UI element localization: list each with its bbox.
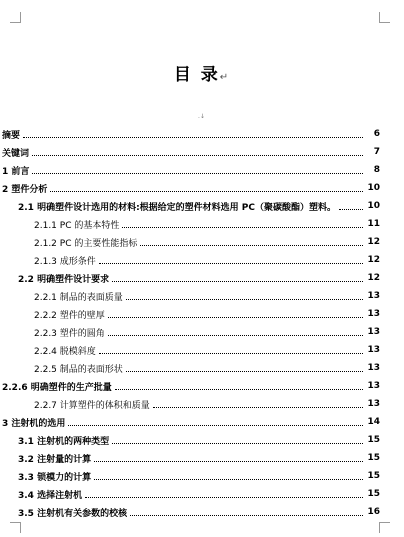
toc-page-number: 7 [373,147,380,157]
paragraph-mark: ↵ [219,72,231,83]
toc-dot-leader [112,281,363,282]
toc-page-number: 10 [367,201,380,211]
toc-entry[interactable] [0,467,380,485]
toc-dot-leader [130,515,363,516]
toc-entry-text: 2.2.1 制品的表面质量 [34,292,123,303]
toc-dot-leader [32,155,363,156]
toc-dot-leader [153,407,363,408]
toc-dot-leader [108,317,363,318]
toc-dot-leader [94,479,363,480]
toc-entry-text: 2.2.7 计算塑件的体积和质量 [34,400,150,411]
toc-entry-text: 3 注射机的选用 [2,418,66,429]
toc-page-number: 6 [373,129,380,139]
toc-entry-text: 3.1 注射机的两种类型 [18,436,110,447]
toc-dot-leader [50,191,363,192]
toc-page-number: 12 [367,273,380,283]
toc-entry[interactable] [0,179,380,197]
toc-entry-text: 3.4 选择注射机 [18,490,83,501]
toc-entry-text: 2.2.3 塑件的圆角 [34,328,105,339]
toc-dot-leader [99,353,363,354]
toc-entry[interactable] [0,233,380,251]
toc-entry[interactable] [0,287,380,305]
toc-page-number: 13 [367,345,380,355]
toc-entry-text: 2.1 明确塑件设计选用的材料:根据给定的塑件材料选用 PC（聚碳酸酯）塑料。 [18,202,337,213]
toc-page-number: 11 [367,219,380,229]
toc-dot-leader [99,263,363,264]
toc-title [0,60,404,85]
toc-page-number: 14 [367,417,380,427]
toc-page-number: 8 [373,165,380,175]
toc-dot-leader [126,371,363,372]
toc-page-number: 12 [367,237,380,247]
toc-page-number: 12 [367,255,380,265]
toc-page-number: 13 [367,327,380,337]
toc-entry[interactable] [0,125,380,143]
toc-page-number: 15 [367,453,380,463]
toc-entry[interactable] [0,197,380,215]
toc-entry-text: 2.2.5 制品的表面形状 [34,364,123,375]
toc-page-number: 13 [367,291,380,301]
page-corner-mark [379,522,390,533]
toc-entry[interactable] [0,251,380,269]
page-corner-mark [10,12,21,23]
toc-entry[interactable] [0,377,380,395]
toc-entry[interactable] [0,215,380,233]
toc-entry-text: 2.1.2 PC 的主要性能指标 [34,238,138,249]
toc-entry-text: 3.5 注射机有关参数的校核 [18,508,128,519]
toc-dot-leader [23,137,363,138]
toc-dot-leader [94,461,363,462]
toc-dot-leader [115,389,363,390]
toc-entry-text: 关键词 [2,148,30,159]
toc-entry[interactable] [0,431,380,449]
toc-entry-text: 2.2.6 明确塑件的生产批量 [2,382,112,393]
toc-entry[interactable] [0,143,380,161]
toc-dot-leader [140,245,363,246]
toc-page-number: 13 [367,363,380,373]
toc-entry-text: 2.1.3 成形条件 [34,256,96,267]
toc-entry-text: 2.2.4 脱模斜度 [34,346,96,357]
toc-page-number: 13 [367,381,380,391]
toc-dot-leader [108,335,363,336]
toc-page-number: 10 [367,183,380,193]
toc-page-number: 13 [367,399,380,409]
toc-page-number: 13 [367,309,380,319]
toc-page-number: 15 [367,489,380,499]
toc-dot-leader [112,443,363,444]
table-of-contents [0,125,380,521]
toc-entry-text: 2.2 明确塑件设计要求 [18,274,110,285]
toc-entry[interactable] [0,359,380,377]
toc-entry-text: 2 塑件分析 [2,184,48,195]
toc-entry[interactable] [0,341,380,359]
toc-dot-leader [339,209,363,210]
toc-dot-leader [122,227,363,228]
toc-entry-text: 2.2.2 塑件的壁厚 [34,310,105,321]
toc-entry[interactable] [0,305,380,323]
toc-entry-text: 3.3 锁模力的计算 [18,472,92,483]
toc-entry-text: 摘要 [2,130,21,141]
toc-page-number: 16 [367,507,380,517]
toc-title-text: 目 录 [173,65,220,85]
toc-entry[interactable] [0,449,380,467]
toc-dot-leader [85,497,363,498]
toc-entry[interactable] [0,503,380,521]
toc-entry[interactable] [0,395,380,413]
toc-dot-leader [126,299,363,300]
toc-dot-leader [68,425,363,426]
toc-page-number: 15 [367,435,380,445]
toc-page-number: 15 [367,471,380,481]
toc-entry[interactable] [0,413,380,431]
toc-entry-text: 2.1.1 PC 的基本特性 [34,220,120,231]
page-corner-mark [379,12,390,23]
toc-entry[interactable] [0,323,380,341]
toc-dot-leader [32,173,363,174]
toc-entry[interactable] [0,161,380,179]
paragraph-mark-small: .↓ [198,113,205,120]
toc-entry[interactable] [0,269,380,287]
toc-entry-text: 1 前言 [2,166,30,177]
toc-entry[interactable] [0,485,380,503]
toc-entry-text: 3.2 注射量的计算 [18,454,92,465]
page-corner-mark [10,522,21,533]
